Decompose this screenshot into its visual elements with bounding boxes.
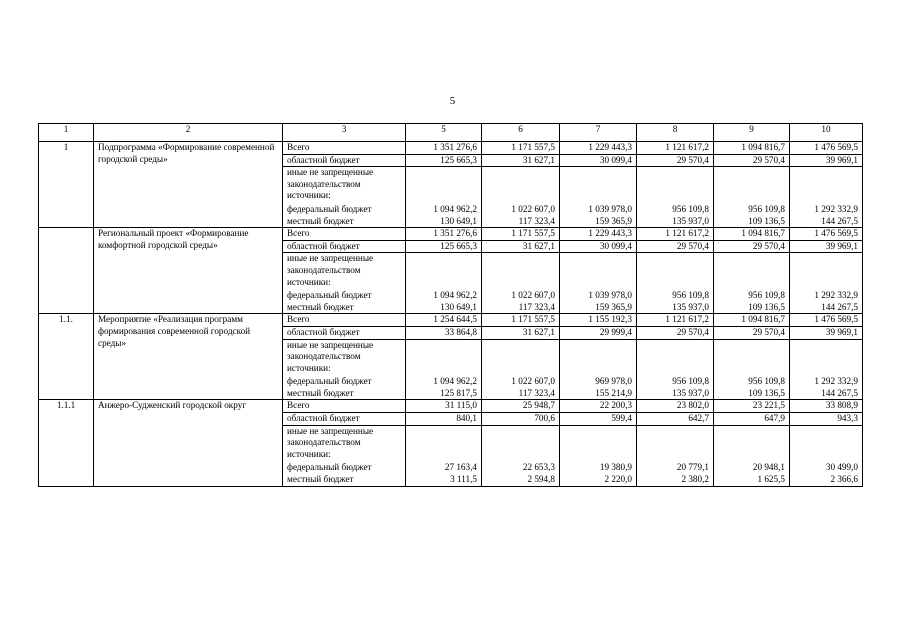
header-cell: 9 — [714, 124, 790, 142]
source-label-federal: федеральный бюджет — [287, 290, 372, 301]
value-regional: 29 999,4 — [599, 326, 632, 337]
value-total: 1 171 557,5 — [511, 314, 555, 325]
value-cell — [790, 154, 863, 167]
value-cell — [406, 314, 482, 327]
value-cell — [406, 228, 482, 241]
value-federal: 19 380,9 — [599, 462, 632, 473]
value-cell — [714, 228, 790, 241]
value-cell — [790, 425, 863, 486]
source-label — [283, 154, 406, 167]
source-label-local: местный бюджет — [287, 301, 354, 312]
value-cell — [560, 339, 637, 400]
header-cell: 6 — [482, 124, 560, 142]
row-number-text: 1.1. — [59, 314, 73, 325]
source-label-text: областной бюджет — [287, 154, 360, 165]
value-cell — [714, 413, 790, 426]
value-cell — [714, 240, 790, 253]
source-label-text: областной бюджет — [287, 326, 360, 337]
value-cell — [560, 314, 637, 327]
value-cell — [482, 142, 560, 155]
value-cell — [560, 240, 637, 253]
value-local: 2 594,8 — [527, 474, 555, 485]
value-regional: 840,1 — [456, 413, 477, 424]
value-cell — [714, 425, 790, 486]
value-cell — [406, 425, 482, 486]
source-label-text: Всего — [287, 314, 310, 325]
row-name — [94, 228, 283, 314]
value-regional: 30 099,4 — [599, 240, 632, 251]
header-cell: 8 — [637, 124, 714, 142]
value-federal: 956 109,8 — [748, 203, 785, 214]
value-federal: 20 948,1 — [752, 462, 785, 473]
value-cell — [560, 154, 637, 167]
row-number — [39, 142, 94, 228]
value-cell — [637, 400, 714, 413]
source-label-federal: федеральный бюджет — [287, 462, 372, 473]
value-federal: 1 292 332,9 — [814, 203, 858, 214]
value-local: 117 323,4 — [518, 301, 555, 312]
row-number-text: 1.1.1 — [56, 400, 76, 411]
value-regional: 29 570,4 — [752, 240, 785, 251]
value-regional: 125 665,3 — [440, 154, 477, 165]
value-total: 1 351 276,6 — [433, 228, 477, 239]
value-total: 1 155 192,3 — [588, 314, 632, 325]
header-cell: 5 — [406, 124, 482, 142]
value-total: 1 476 569,5 — [814, 314, 858, 325]
source-label — [283, 314, 406, 327]
value-total: 1 094 816,7 — [741, 228, 785, 239]
value-cell — [714, 400, 790, 413]
value-total: 1 094 816,7 — [741, 314, 785, 325]
value-cell — [790, 167, 863, 228]
value-local: 109 136,5 — [748, 387, 785, 398]
value-regional: 943,3 — [837, 413, 858, 424]
value-cell — [637, 425, 714, 486]
header-cell: 2 — [94, 124, 283, 142]
value-cell — [714, 154, 790, 167]
value-cell — [406, 413, 482, 426]
value-local: 130 649,1 — [440, 215, 477, 226]
value-cell — [406, 400, 482, 413]
value-regional: 647,9 — [764, 413, 785, 424]
header-row — [39, 124, 863, 142]
value-cell — [637, 253, 714, 314]
source-label-federal: федеральный бюджет — [287, 376, 372, 387]
value-local: 135 937,0 — [672, 301, 709, 312]
source-label-text: иные не запрещенные законодательством источники: — [287, 339, 374, 373]
value-local: 159 365,9 — [595, 215, 632, 226]
value-cell — [714, 167, 790, 228]
value-federal: 1 094 962,2 — [433, 203, 477, 214]
row-number — [39, 228, 94, 314]
value-regional: 39 969,1 — [825, 326, 858, 337]
row-name-text: Подпрограмма «Формирование современной городской среды» — [98, 142, 275, 164]
source-label-text: Всего — [287, 142, 310, 152]
source-label — [283, 413, 406, 426]
row-name — [94, 314, 283, 400]
value-local: 2 380,2 — [681, 474, 709, 485]
value-local: 2 220,0 — [604, 474, 632, 485]
value-total: 1 254 644,5 — [433, 314, 477, 325]
row-total — [39, 314, 863, 327]
row-name-text: Мероприятие «Реализация программ формирования современной городской среды» — [98, 314, 251, 348]
value-local: 1 625,5 — [757, 474, 785, 485]
value-total: 23 221,5 — [752, 400, 785, 411]
value-federal: 956 109,8 — [672, 203, 709, 214]
source-label-local: местный бюджет — [287, 474, 354, 485]
value-federal: 956 109,8 — [748, 376, 785, 387]
value-cell — [560, 228, 637, 241]
value-regional: 33 864,8 — [444, 326, 477, 337]
value-cell — [637, 339, 714, 400]
source-label — [283, 400, 406, 413]
row-name — [94, 142, 283, 228]
value-cell — [406, 339, 482, 400]
value-local: 144 267,5 — [821, 215, 858, 226]
source-label-text: областной бюджет — [287, 413, 360, 424]
source-label — [283, 425, 406, 486]
value-local: 3 111,5 — [450, 474, 477, 485]
header-cell: 1 — [39, 124, 94, 142]
value-federal: 1 022 607,0 — [511, 290, 555, 301]
row-name-text: Анжеро-Судженский городской округ — [98, 400, 247, 411]
value-cell — [406, 142, 482, 155]
value-cell — [560, 400, 637, 413]
source-label — [283, 339, 406, 400]
value-cell — [406, 240, 482, 253]
value-total: 1 121 617,2 — [665, 314, 709, 325]
source-label — [283, 228, 406, 241]
value-local: 2 366,6 — [830, 474, 858, 485]
row-total — [39, 142, 863, 155]
header-cell: 10 — [790, 124, 863, 142]
value-cell — [560, 326, 637, 339]
value-cell — [790, 314, 863, 327]
value-cell — [482, 253, 560, 314]
value-cell — [482, 167, 560, 228]
value-cell — [406, 253, 482, 314]
row-number — [39, 400, 94, 486]
value-total: 1 121 617,2 — [665, 228, 709, 239]
value-cell — [714, 314, 790, 327]
source-label-text: иные не запрещенные законодательством источники: — [287, 253, 374, 287]
value-total: 33 808,9 — [825, 400, 858, 411]
value-regional: 125 665,3 — [440, 240, 477, 251]
value-federal: 1 022 607,0 — [511, 376, 555, 387]
source-label-text: Всего — [287, 228, 310, 239]
value-cell — [482, 154, 560, 167]
value-regional: 29 570,4 — [676, 240, 709, 251]
source-label-federal: федеральный бюджет — [287, 203, 372, 214]
value-regional: 39 969,1 — [825, 240, 858, 251]
value-cell — [637, 240, 714, 253]
value-regional: 642,7 — [688, 413, 709, 424]
value-cell — [714, 253, 790, 314]
value-cell — [560, 425, 637, 486]
value-local: 135 937,0 — [672, 387, 709, 398]
value-cell — [406, 167, 482, 228]
value-cell — [482, 314, 560, 327]
value-total: 1 351 276,6 — [433, 142, 477, 152]
value-cell — [482, 240, 560, 253]
value-federal: 1 292 332,9 — [814, 376, 858, 387]
table-body — [39, 142, 863, 487]
value-federal: 956 109,8 — [748, 290, 785, 301]
value-local: 144 267,5 — [821, 301, 858, 312]
value-total: 22 200,3 — [599, 400, 632, 411]
value-regional: 31 627,1 — [522, 154, 555, 165]
row-number-text: 1 — [63, 142, 69, 152]
header-cell: 3 — [283, 124, 406, 142]
value-federal: 1 292 332,9 — [814, 290, 858, 301]
value-cell — [482, 326, 560, 339]
value-cell — [560, 413, 637, 426]
source-label-text: Всего — [287, 400, 310, 411]
value-cell — [637, 314, 714, 327]
value-total: 1 229 443,3 — [588, 228, 632, 239]
value-total: 1 476 569,5 — [814, 142, 858, 152]
value-total: 1 171 557,5 — [511, 142, 555, 152]
value-local: 155 214,9 — [595, 387, 632, 398]
value-cell — [560, 253, 637, 314]
value-total: 1 171 557,5 — [511, 228, 555, 239]
source-label-text: иные не запрещенные законодательством источники: — [287, 425, 374, 459]
value-cell — [790, 400, 863, 413]
value-cell — [406, 154, 482, 167]
value-cell — [790, 326, 863, 339]
value-federal: 1 094 962,2 — [433, 376, 477, 387]
value-regional: 31 627,1 — [522, 240, 555, 251]
value-regional: 31 627,1 — [522, 326, 555, 337]
value-total: 31 115,0 — [445, 400, 477, 411]
value-federal: 1 022 607,0 — [511, 203, 555, 214]
source-label-text: иные не запрещенные законодательством источники: — [287, 167, 374, 201]
value-local: 125 817,5 — [440, 387, 477, 398]
source-label-local: местный бюджет — [287, 215, 354, 226]
value-cell — [482, 413, 560, 426]
value-federal: 956 109,8 — [672, 376, 709, 387]
value-regional: 29 570,4 — [676, 154, 709, 165]
value-federal: 1 039 978,0 — [588, 290, 632, 301]
value-local: 130 649,1 — [440, 301, 477, 312]
value-regional: 599,4 — [611, 413, 632, 424]
value-cell — [790, 142, 863, 155]
value-regional: 29 570,4 — [752, 154, 785, 165]
value-federal: 30 499,0 — [825, 462, 858, 473]
source-label — [283, 167, 406, 228]
value-cell — [790, 253, 863, 314]
value-cell — [714, 339, 790, 400]
value-federal: 1 039 978,0 — [588, 203, 632, 214]
row-name — [94, 400, 283, 486]
row-number — [39, 314, 94, 400]
value-cell — [560, 142, 637, 155]
value-cell — [637, 228, 714, 241]
value-local: 159 365,9 — [595, 301, 632, 312]
value-federal: 27 163,4 — [444, 462, 477, 473]
value-cell — [637, 154, 714, 167]
value-federal: 20 779,1 — [676, 462, 709, 473]
value-regional: 29 570,4 — [676, 326, 709, 337]
value-cell — [482, 228, 560, 241]
page-number: 5 — [449, 95, 456, 107]
value-cell — [637, 167, 714, 228]
source-label-local: местный бюджет — [287, 387, 354, 398]
value-cell — [714, 326, 790, 339]
value-total: 23 802,0 — [676, 400, 709, 411]
value-regional: 29 570,4 — [752, 326, 785, 337]
budget-table — [38, 123, 863, 487]
value-cell — [790, 339, 863, 400]
value-cell — [790, 240, 863, 253]
source-label — [283, 142, 406, 155]
value-regional: 39 969,1 — [825, 154, 858, 165]
value-federal: 956 109,8 — [672, 290, 709, 301]
value-cell — [790, 228, 863, 241]
row-total — [39, 400, 863, 413]
value-cell — [482, 425, 560, 486]
source-label — [283, 253, 406, 314]
value-cell — [482, 339, 560, 400]
value-cell — [482, 400, 560, 413]
row-total — [39, 228, 863, 241]
value-total: 25 948,7 — [522, 400, 555, 411]
value-local: 117 323,4 — [518, 215, 555, 226]
value-cell — [637, 142, 714, 155]
source-label-text: областной бюджет — [287, 240, 360, 251]
value-local: 109 136,5 — [748, 301, 785, 312]
value-cell — [560, 167, 637, 228]
value-local: 117 323,4 — [518, 387, 555, 398]
source-label — [283, 240, 406, 253]
value-total: 1 476 569,5 — [814, 228, 858, 239]
value-cell — [637, 413, 714, 426]
header-cell: 7 — [560, 124, 637, 142]
value-cell — [714, 142, 790, 155]
source-label — [283, 326, 406, 339]
value-regional: 30 099,4 — [599, 154, 632, 165]
value-total: 1 121 617,2 — [665, 142, 709, 152]
value-cell — [790, 413, 863, 426]
value-total: 1 094 816,7 — [741, 142, 785, 152]
value-federal: 969 978,0 — [595, 376, 632, 387]
value-local: 135 937,0 — [672, 215, 709, 226]
value-federal: 22 653,3 — [522, 462, 555, 473]
row-name-text: Региональный проект «Формирование комфортной городской среды» — [98, 228, 249, 250]
value-federal: 1 094 962,2 — [433, 290, 477, 301]
value-local: 144 267,5 — [821, 387, 858, 398]
value-cell — [637, 326, 714, 339]
value-local: 109 136,5 — [748, 215, 785, 226]
value-cell — [406, 326, 482, 339]
value-regional: 700,6 — [534, 413, 555, 424]
value-total: 1 229 443,3 — [588, 142, 632, 152]
